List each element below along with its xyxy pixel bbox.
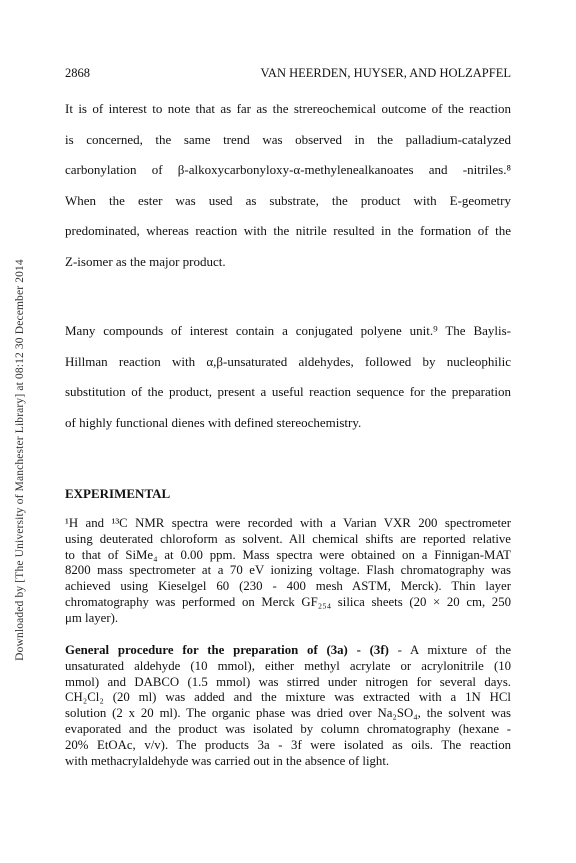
text-line: substitution of the product, present a useful reaction sequence for the preparation	[65, 384, 511, 399]
text-line: solution (2 x 20 ml). The organic phase was dried over Na₂SO₄, the solvent was	[65, 706, 511, 721]
text-line: achieved using Kieselgel 60 (230 - 400 mesh ASTM, Merck). Thin layer	[65, 579, 511, 594]
text-line: of highly functional dienes with defined stereochemistry.	[65, 414, 362, 430]
text-line: When the ester was used as substrate, the product with E-geometry	[65, 192, 511, 208]
text-line: Many compounds of interest contain a conjugated polyene unit.⁹ The Baylis-	[65, 323, 511, 338]
text-line: Hillman reaction with α,β-unsaturated aldehydes, followed by nucleophilic	[65, 353, 511, 369]
text-line: CH₂Cl₂ (20 ml) was added and the mixture was extracted with a 1N HCl	[65, 690, 511, 705]
procedure-intro: - A mixture of the	[388, 643, 512, 657]
download-watermark	[10, 130, 30, 790]
text-line: It is of interest to note that as far as the strereochemical outcome of the reaction	[65, 101, 511, 116]
download-watermark-text: Downloaded by [The University of Manchester Library] at 08:12 30 December 2014	[14, 259, 26, 661]
text-line: to that of SiMe₄ at 0.00 ppm. Mass spectra were obtained on a Finnigan-MAT	[65, 547, 511, 562]
text-line	[65, 643, 511, 659]
text-line: chromatography was performed on Merck GF₂₅₄ silica sheets (20 × 20 cm, 250	[65, 594, 511, 609]
text-line: with methacrylaldehyde was carried out in the absence of light.	[65, 753, 390, 768]
text-line: is concerned, the same trend was observed in the palladium-catalyzed	[65, 131, 511, 147]
text-line: 8200 mass spectrometer at a 70 eV ionizing voltage. Flash chromatography was	[65, 563, 511, 578]
text-line: carbonylation of β-alkoxycarbonyloxy-α-methylenealkanoates and -nitriles.⁸	[65, 162, 511, 177]
page-number: 2868	[65, 66, 90, 80]
text-line: ¹H and ¹³C NMR spectra were recorded with a Varian VXR 200 spectrometer	[65, 516, 511, 530]
experimental-heading: EXPERIMENTAL	[65, 486, 171, 501]
text-line: using deuterated chloroform as solvent. All chemical shifts are reported relative	[65, 531, 511, 546]
text-line: 20% EtOAc, v/v). The products 3a - 3f were isolated as oils. The reaction	[65, 737, 511, 752]
running-title: VAN HEERDEN, HUYSER, AND HOLZAPFEL	[260, 66, 511, 80]
text-line: evaporated and the product was isolated by column chromatography (hexane -	[65, 721, 511, 736]
text-line: μm layer).	[65, 610, 119, 625]
text-line: Z-isomer as the major product.	[65, 253, 226, 269]
page-header	[65, 66, 511, 81]
paragraph-stereochemistry	[65, 94, 511, 277]
paragraph-nmr-methods	[65, 516, 511, 627]
procedure-title: General procedure for the preparation of (3a) - (3f)	[65, 643, 389, 657]
text-line: predominated, whereas reaction with the nitrile resulted in the formation of the	[65, 223, 511, 238]
paragraph-general-procedure	[65, 643, 511, 769]
paragraph-polyene	[65, 316, 511, 438]
text-line: unsaturated aldehyde (10 mmol), either methyl acrylate or acrylonitrile (10	[65, 658, 511, 673]
text-line: mmol) and DABCO (1.5 mmol) was stirred under nitrogen for several days.	[65, 674, 511, 689]
